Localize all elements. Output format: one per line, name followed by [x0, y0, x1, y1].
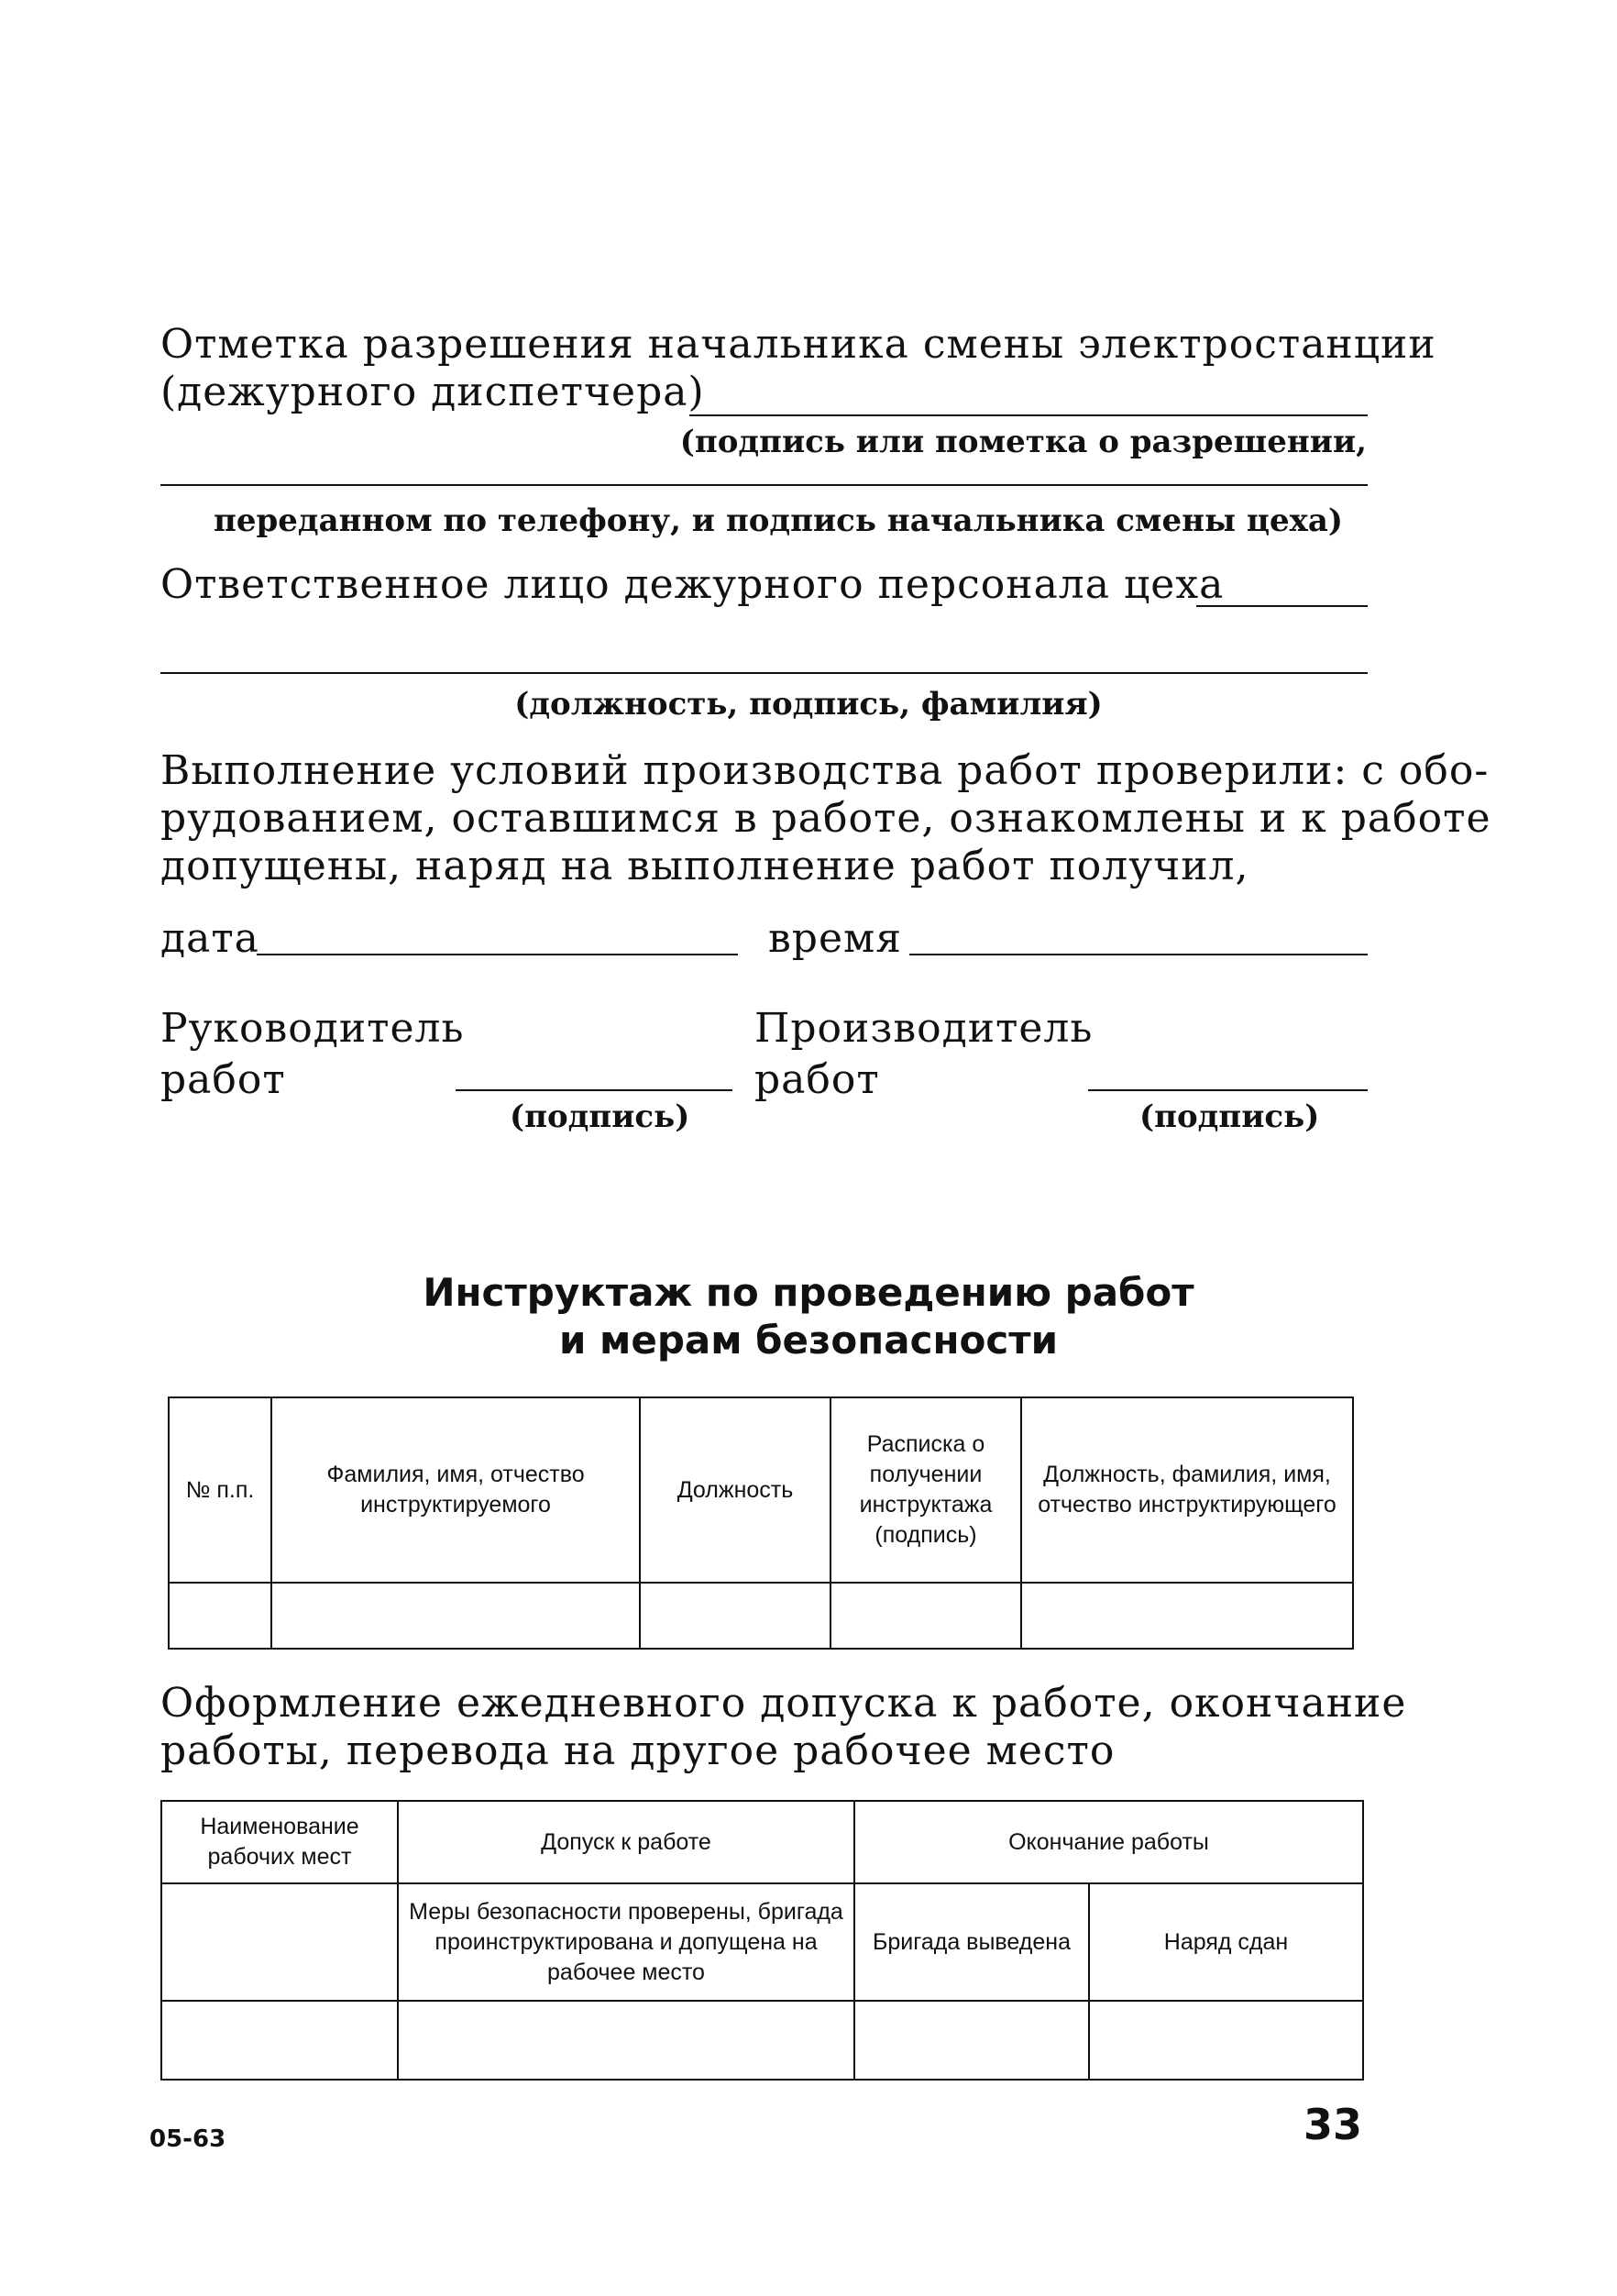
check-line2: рудованием, оставшимся в работе, ознакомлены и к работе	[160, 795, 1491, 842]
manager-label-line1: Руководитель	[160, 1005, 465, 1052]
daily-subheader-brigade: Бригада выведена	[854, 1883, 1089, 2001]
briefing-header-number: № п.п.	[169, 1397, 271, 1583]
producer-label-line2: работ	[754, 1056, 880, 1103]
table-row	[161, 2001, 1363, 2080]
table-cell[interactable]	[161, 1883, 398, 2001]
daily-subheader-admission: Меры безопасности проверены, бригада проинструктирована и допущена на рабочее место	[398, 1883, 854, 2001]
table-cell[interactable]	[271, 1583, 640, 1649]
table-cell[interactable]	[398, 2001, 854, 2080]
table-cell[interactable]	[830, 1583, 1021, 1649]
manager-signature-note: (подпись)	[510, 1098, 690, 1135]
time-label: время	[768, 915, 902, 962]
check-line3: допущены, наряд на выполнение работ получил,	[160, 843, 1249, 889]
briefing-table	[168, 1396, 1354, 1650]
producer-label-line1: Производитель	[754, 1005, 1094, 1052]
producer-signature-line[interactable]	[1088, 1089, 1368, 1091]
producer-signature-note: (подпись)	[1139, 1098, 1320, 1135]
page-number: 33	[1303, 2100, 1362, 2149]
daily-header-end: Окончание работы	[854, 1801, 1363, 1883]
daily-title-line1: Оформление ежедневного допуска к работе, окончание	[160, 1680, 1407, 1727]
permission-note1: (подпись или пометка о разрешении,	[679, 424, 1367, 460]
permission-line1: Отметка разрешения начальника смены электростанции	[160, 321, 1436, 368]
responsible-field-line[interactable]	[1196, 605, 1368, 607]
briefing-header-name: Фамилия, имя, отчество инструктируемого	[271, 1397, 640, 1583]
date-label: дата	[160, 915, 259, 962]
responsible-label: Ответственное лицо дежурного персонала цеха	[160, 561, 1225, 608]
table-cell[interactable]	[161, 2001, 398, 2080]
table-cell[interactable]	[1089, 2001, 1363, 2080]
permission-continuation-line[interactable]	[160, 484, 1368, 486]
permission-line2: (дежурного диспетчера)	[160, 369, 705, 415]
responsible-continuation-line[interactable]	[160, 672, 1368, 674]
table-cell[interactable]	[169, 1583, 271, 1649]
table-cell[interactable]	[1021, 1583, 1353, 1649]
table-row	[169, 1583, 1353, 1649]
permission-signature-line[interactable]	[689, 414, 1368, 416]
daily-table	[160, 1800, 1364, 2081]
responsible-note: (должность, подпись, фамилия)	[514, 686, 1103, 723]
permission-note2: переданном по телефону, и подпись начальника смены цеха)	[214, 502, 1344, 539]
time-field-line[interactable]	[909, 954, 1368, 955]
briefing-header-instructor: Должность, фамилия, имя, отчество инструктирующего	[1021, 1397, 1353, 1583]
manager-label-line2: работ	[160, 1056, 286, 1103]
daily-header-workplaces: Наименование рабочих мест	[161, 1801, 398, 1883]
daily-header-admission: Допуск к работе	[398, 1801, 854, 1883]
table-cell[interactable]	[854, 2001, 1089, 2080]
briefing-header-position: Должность	[640, 1397, 830, 1583]
briefing-title-line1: Инструктаж по проведению работ	[423, 1270, 1194, 1315]
manager-signature-line[interactable]	[456, 1089, 732, 1091]
table-cell[interactable]	[640, 1583, 830, 1649]
date-field-line[interactable]	[257, 954, 738, 955]
daily-title-line2: работы, перевода на другое рабочее место	[160, 1728, 1116, 1774]
briefing-header-receipt: Расписка о получении инструктажа (подпись)	[830, 1397, 1021, 1583]
briefing-title-line2: и мерам безопасности	[558, 1318, 1059, 1363]
footer-code: 05-63	[149, 2125, 226, 2153]
daily-subheader-order: Наряд сдан	[1089, 1883, 1363, 2001]
check-line1: Выполнение условий производства работ проверили: с обо-	[160, 747, 1490, 794]
